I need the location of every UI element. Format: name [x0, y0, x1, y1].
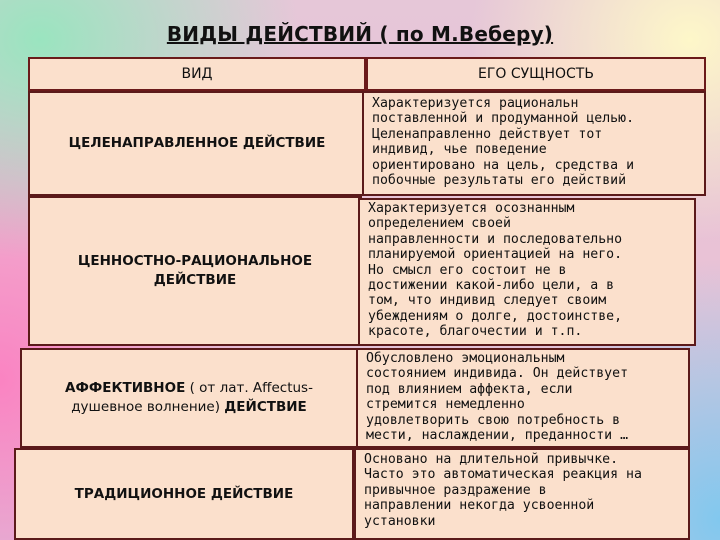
type-label-bold: ДЕЙСТВИЕ — [224, 399, 307, 415]
desc-cell-traditional — [354, 448, 690, 540]
type-label-normal: ( от лат. Affectus- — [185, 380, 313, 397]
desc-line: Характеризуется осознанным — [368, 201, 575, 216]
desc-line: определением своей — [368, 216, 511, 232]
desc-line: том, что индивид следует своим — [368, 293, 607, 309]
desc-line: под влиянием аффекта, если — [366, 381, 573, 397]
desc-line: побочные результаты его действий — [372, 173, 627, 189]
desc-line: поставленной и продуманной целью. — [372, 111, 635, 127]
type-label: ДЕЙСТВИЕ — [153, 272, 237, 288]
desc-line: удовлетворить свою потребность в — [366, 412, 621, 428]
type-label-bold: АФФЕКТИВНОЕ — [65, 380, 186, 397]
desc-line: Характеризуется рациональн — [372, 96, 579, 111]
desc-line: индивид, чье поведение — [372, 142, 547, 158]
desc-line: планируемой ориентацией на него. — [368, 247, 623, 263]
desc-cell-goal-rational — [362, 91, 706, 196]
header-type-column: ВИД — [28, 57, 366, 91]
desc-line: достижении какой-либо цели, а в — [368, 278, 615, 294]
page-title: ВИДЫ ДЕЙСТВИЙ ( по М.Веберу) — [166, 22, 554, 46]
type-cell-affective — [20, 348, 358, 448]
desc-line: Часто это автоматическая реакция на — [364, 467, 642, 483]
desc-line: стремится немедленно — [366, 397, 525, 413]
desc-line: состоянием индивида. Он действует — [366, 366, 629, 382]
desc-line: направленности и последовательно — [368, 231, 623, 247]
type-label: ЦЕЛЕНАПРАВЛЕННОЕ ДЕЙСТВИЕ — [68, 135, 326, 152]
type-label: ТРАДИЦИОННОЕ ДЕЙСТВИЕ — [74, 485, 294, 502]
desc-line: Обусловлено эмоциональным — [366, 351, 565, 366]
type-cell-traditional — [14, 448, 354, 540]
desc-cell-affective — [356, 348, 690, 448]
desc-line: Целенаправленно действует тот — [372, 126, 603, 142]
desc-cell-value-rational — [358, 198, 696, 346]
desc-line: убеждениям о долге, достоинстве, — [368, 308, 623, 324]
type-cell-value-rational — [28, 196, 362, 346]
type-label-normal: душевное волнение) — [71, 399, 225, 415]
desc-line: направлении некогда усвоенной — [364, 498, 595, 514]
desc-line: красоте, благочестии и т.п. — [368, 324, 583, 340]
desc-line: Но смысл его состоит не в — [368, 262, 567, 278]
desc-line: Основано на длительной привычке. — [364, 452, 619, 467]
type-label: ЦЕННОСТНО-РАЦИОНАЛЬНОЕ — [77, 253, 313, 270]
desc-line: ориентировано на цель, средства и — [372, 157, 635, 173]
desc-line: привычное раздражение в — [364, 482, 547, 498]
type-cell-goal-rational — [28, 91, 366, 196]
header-essence-column: ЕГО СУЩНОСТЬ — [366, 57, 706, 91]
desc-line: мести, наслаждении, преданности … — [366, 428, 629, 444]
desc-line: установки — [364, 513, 436, 529]
